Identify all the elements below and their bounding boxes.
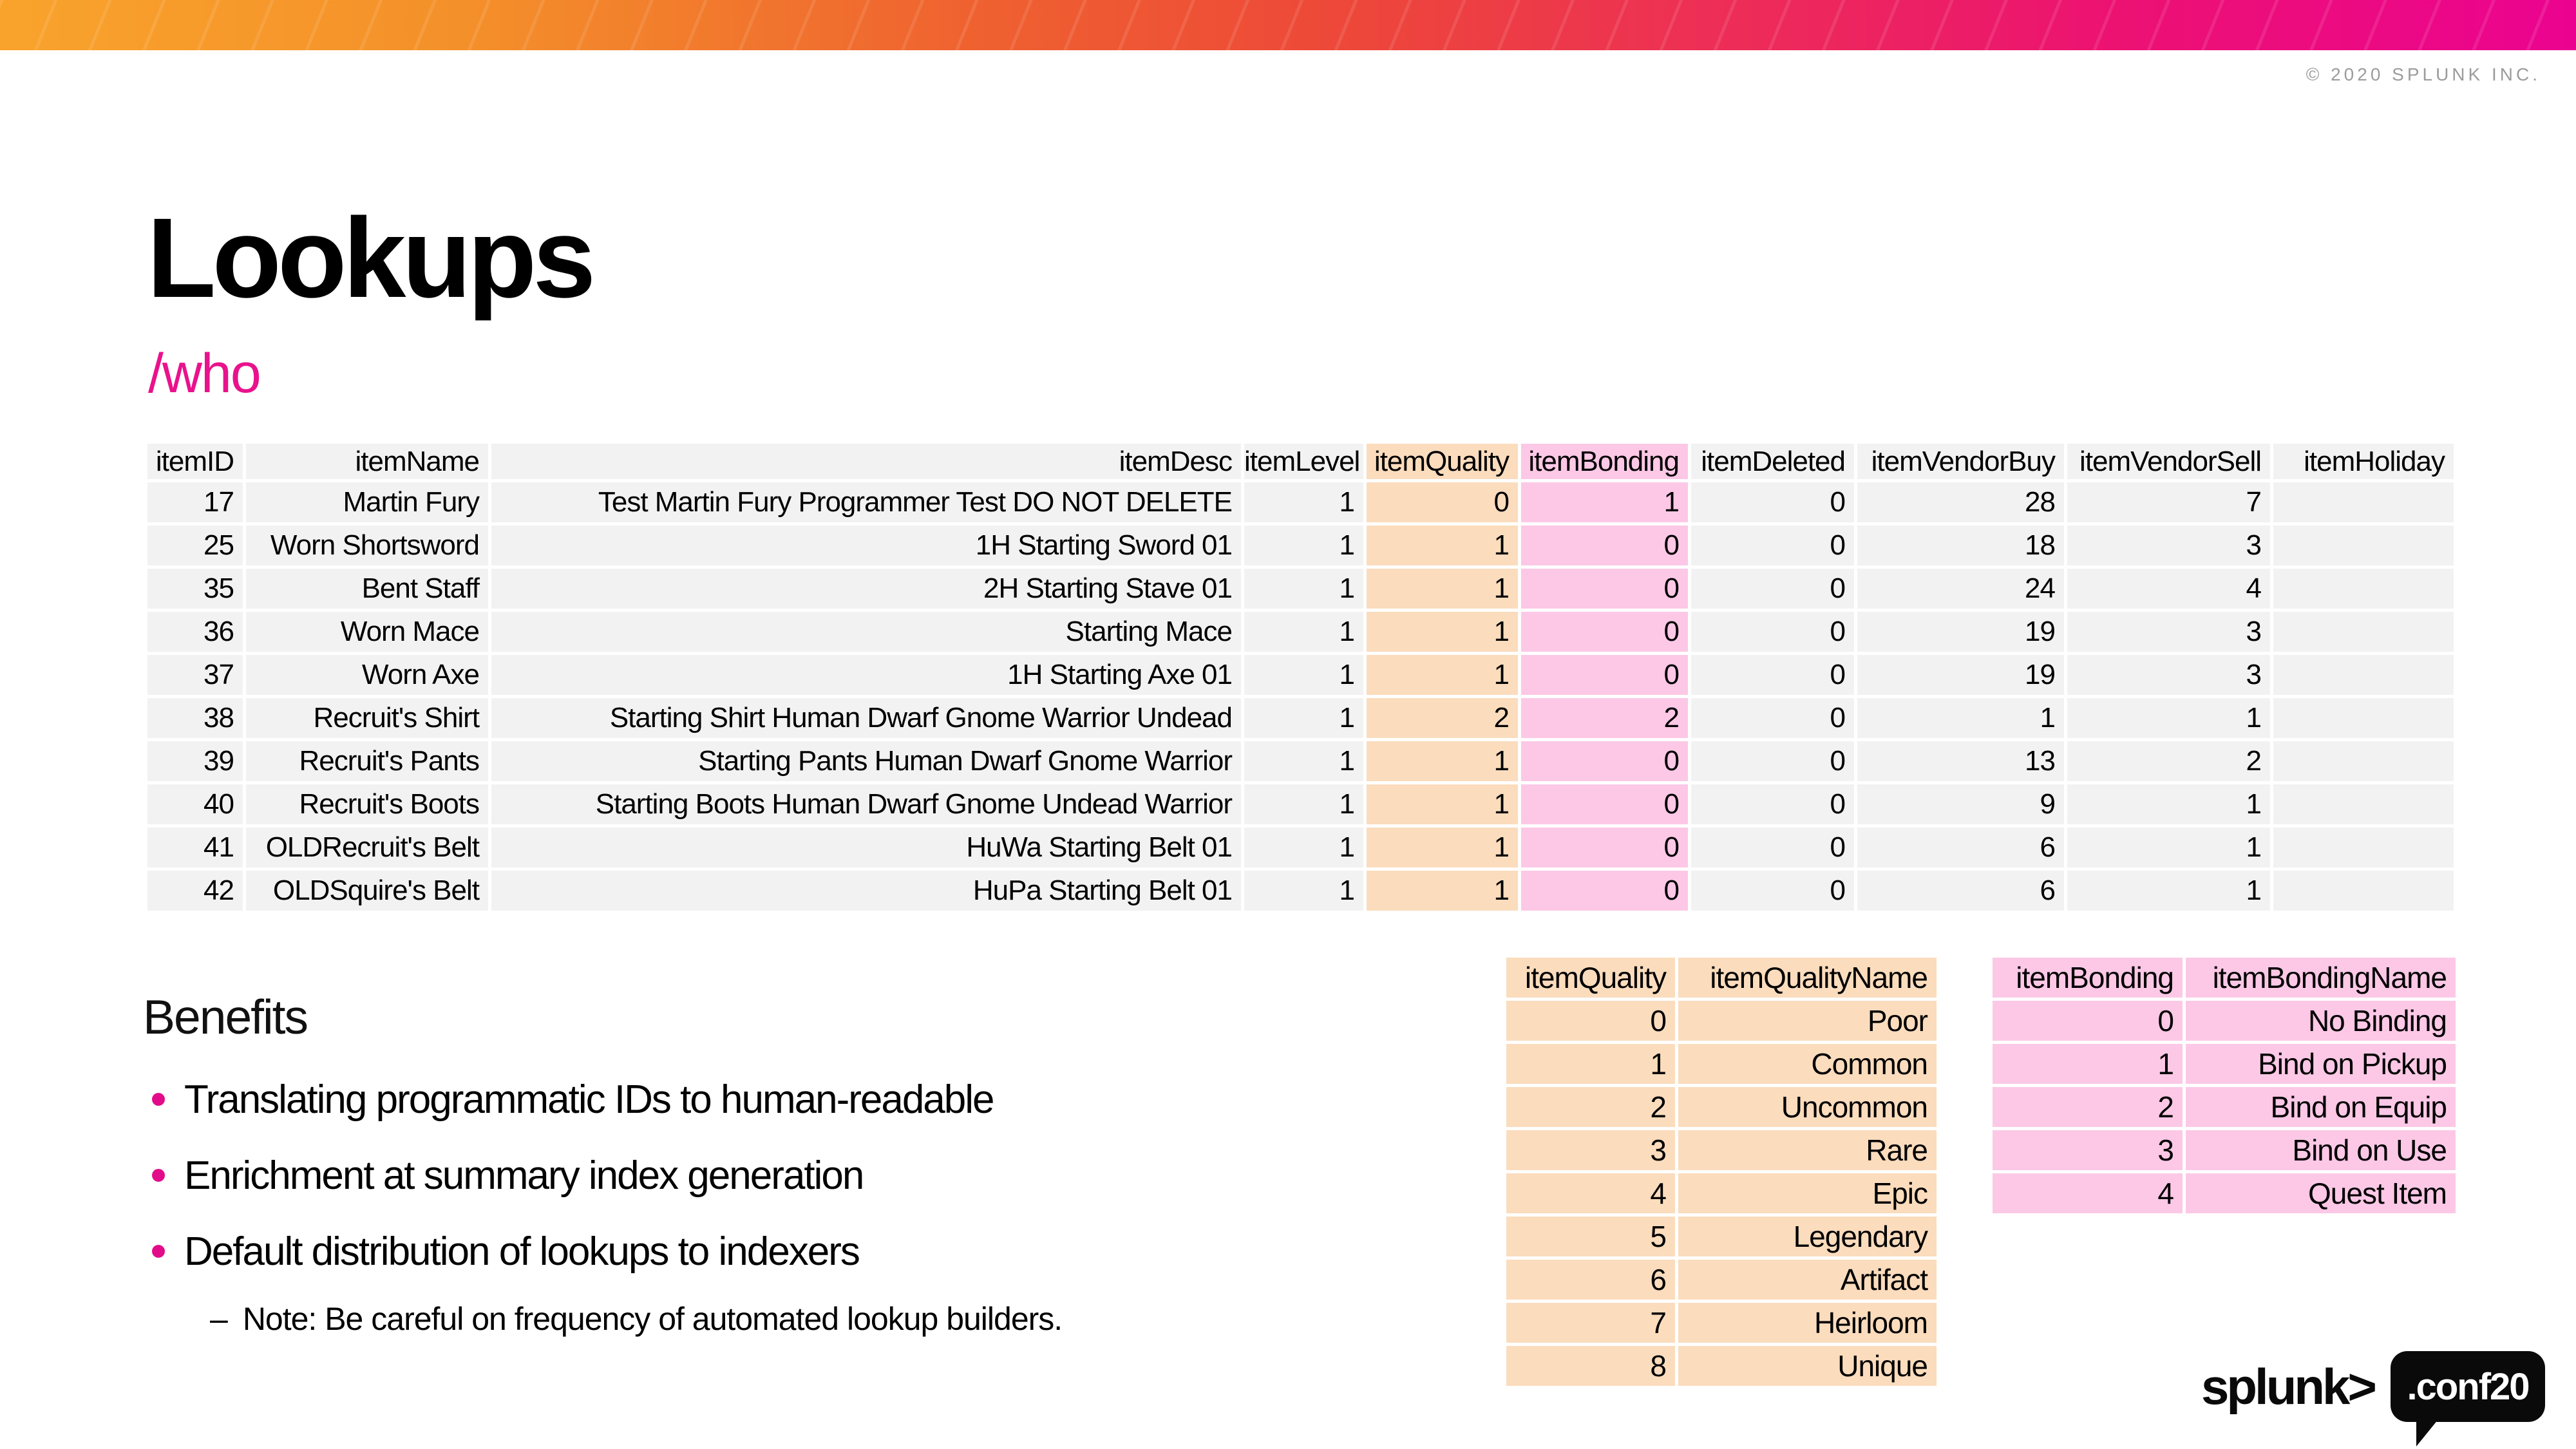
cell-itemBondingName: No Binding <box>2186 1001 2456 1041</box>
table-row <box>147 612 2454 652</box>
cell-itemBonding: 0 <box>1521 526 1688 565</box>
cell-itemBonding: 4 <box>1993 1173 2183 1213</box>
table-row <box>147 741 2454 781</box>
cell-itemVendorBuy: 24 <box>1857 569 2064 609</box>
items-table <box>144 440 2457 914</box>
note-dash: – <box>210 1301 227 1337</box>
cell-itemVendorBuy: 19 <box>1857 612 2064 652</box>
bullet-item <box>143 1153 1463 1198</box>
table-row <box>1506 1346 1937 1386</box>
table-row <box>147 655 2454 695</box>
cell-itemDesc: 2H Starting Stave 01 <box>491 569 1241 609</box>
cell-itemDeleted: 0 <box>1691 698 1854 738</box>
cell-itemDesc: Test Martin Fury Programmer Test DO NOT DELETE <box>491 482 1241 522</box>
cell-itemID: 36 <box>147 612 243 652</box>
col-header-itemHoliday: itemHoliday <box>2273 444 2454 479</box>
cell-itemVendorSell: 3 <box>2067 655 2270 695</box>
cell-itemVendorSell: 7 <box>2067 482 2270 522</box>
col-header-itemBonding: itemBonding <box>1521 444 1688 479</box>
bullet-item <box>143 1077 1463 1122</box>
col-header-itemQualityName: itemQualityName <box>1678 958 1937 998</box>
cell-itemID: 40 <box>147 784 243 824</box>
table-row <box>1506 1087 1937 1127</box>
cell-itemName: Worn Mace <box>246 612 488 652</box>
header-row <box>1506 958 1937 998</box>
cell-itemQuality: 6 <box>1506 1260 1675 1300</box>
cell-itemBonding: 0 <box>1521 655 1688 695</box>
cell-itemBondingName: Quest Item <box>2186 1173 2456 1213</box>
table-row <box>1506 1130 1937 1170</box>
table-row <box>147 569 2454 609</box>
table-row <box>1506 1260 1937 1300</box>
cell-itemVendorSell: 4 <box>2067 569 2270 609</box>
cell-itemQuality: 1 <box>1367 828 1518 867</box>
conf20-badge-tail-icon <box>2416 1419 2438 1446</box>
cell-itemHoliday <box>2273 526 2454 565</box>
bullet-dot-icon <box>152 1169 165 1182</box>
col-header-itemBonding: itemBonding <box>1993 958 2183 998</box>
cell-itemQuality: 2 <box>1506 1087 1675 1127</box>
cell-itemBondingName: Bind on Pickup <box>2186 1044 2456 1084</box>
table-row <box>147 784 2454 824</box>
cell-itemName: OLDRecruit's Belt <box>246 828 488 867</box>
note-text: Note: Be careful on frequency of automated lookup builders. <box>242 1301 1063 1337</box>
splunk-logo: splunk> <box>2201 1358 2374 1415</box>
cell-itemQuality: 0 <box>1367 482 1518 522</box>
cell-itemDeleted: 0 <box>1691 569 1854 609</box>
cell-itemName: Worn Axe <box>246 655 488 695</box>
cell-itemID: 17 <box>147 482 243 522</box>
cell-itemQualityName: Uncommon <box>1678 1087 1937 1127</box>
cell-itemBondingName: Bind on Equip <box>2186 1087 2456 1127</box>
col-header-itemBondingName: itemBondingName <box>2186 958 2456 998</box>
cell-itemVendorBuy: 6 <box>1857 828 2064 867</box>
cell-itemVendorBuy: 28 <box>1857 482 2064 522</box>
cell-itemHoliday <box>2273 655 2454 695</box>
cell-itemVendorBuy: 9 <box>1857 784 2064 824</box>
table-row <box>147 698 2454 738</box>
cell-itemBonding: 0 <box>1521 784 1688 824</box>
col-header-itemQuality: itemQuality <box>1506 958 1675 998</box>
cell-itemQualityName: Legendary <box>1678 1217 1937 1256</box>
cell-itemQuality: 4 <box>1506 1173 1675 1213</box>
cell-itemBonding: 0 <box>1993 1001 2183 1041</box>
cell-itemName: Recruit's Pants <box>246 741 488 781</box>
cell-itemQualityName: Rare <box>1678 1130 1937 1170</box>
cell-itemDeleted: 0 <box>1691 526 1854 565</box>
cell-itemQuality: 3 <box>1506 1130 1675 1170</box>
cell-itemQuality: 1 <box>1367 784 1518 824</box>
cell-itemQualityName: Heirloom <box>1678 1303 1937 1343</box>
cell-itemHoliday <box>2273 784 2454 824</box>
table-row <box>1506 1173 1937 1213</box>
benefits-note <box>143 1303 1463 1335</box>
cell-itemID: 35 <box>147 569 243 609</box>
cell-itemQuality: 1 <box>1367 655 1518 695</box>
table-row <box>1506 1044 1937 1084</box>
cell-itemDesc: 1H Starting Sword 01 <box>491 526 1241 565</box>
cell-itemDesc: Starting Shirt Human Dwarf Gnome Warrior Undead <box>491 698 1241 738</box>
cell-itemLevel: 1 <box>1244 698 1363 738</box>
cell-itemID: 38 <box>147 698 243 738</box>
bullet-text: Translating programmatic IDs to human-readable <box>184 1077 994 1122</box>
cell-itemHoliday <box>2273 569 2454 609</box>
cell-itemQualityName: Common <box>1678 1044 1937 1084</box>
cell-itemName: Recruit's Shirt <box>246 698 488 738</box>
cell-itemID: 41 <box>147 828 243 867</box>
table-row <box>1993 1001 2456 1041</box>
cell-itemName: Recruit's Boots <box>246 784 488 824</box>
cell-itemVendorSell: 1 <box>2067 871 2270 911</box>
cell-itemQuality: 1 <box>1367 741 1518 781</box>
header-row <box>1993 958 2456 998</box>
cell-itemDesc: HuPa Starting Belt 01 <box>491 871 1241 911</box>
col-header-itemQuality: itemQuality <box>1367 444 1518 479</box>
cell-itemLevel: 1 <box>1244 569 1363 609</box>
cell-itemName: Martin Fury <box>246 482 488 522</box>
cell-itemDesc: HuWa Starting Belt 01 <box>491 828 1241 867</box>
cell-itemID: 42 <box>147 871 243 911</box>
table-row <box>1506 1217 1937 1256</box>
cell-itemDeleted: 0 <box>1691 784 1854 824</box>
cell-itemBonding: 1 <box>1993 1044 2183 1084</box>
cell-itemLevel: 1 <box>1244 871 1363 911</box>
cell-itemName: Worn Shortsword <box>246 526 488 565</box>
cell-itemVendorSell: 1 <box>2067 784 2270 824</box>
cell-itemVendorBuy: 19 <box>1857 655 2064 695</box>
header-row <box>147 444 2454 479</box>
cell-itemDeleted: 0 <box>1691 482 1854 522</box>
cell-itemQuality: 8 <box>1506 1346 1675 1386</box>
cell-itemVendorSell: 2 <box>2067 741 2270 781</box>
cell-itemBonding: 0 <box>1521 569 1688 609</box>
cell-itemBonding: 0 <box>1521 741 1688 781</box>
cell-itemName: OLDSquire's Belt <box>246 871 488 911</box>
col-header-itemName: itemName <box>246 444 488 479</box>
page-title: Lookups <box>147 195 592 321</box>
cell-itemVendorBuy: 6 <box>1857 871 2064 911</box>
bullet-dot-icon <box>152 1093 165 1106</box>
cell-itemVendorBuy: 1 <box>1857 698 2064 738</box>
cell-itemHoliday <box>2273 612 2454 652</box>
benefits-section <box>143 989 1463 1335</box>
cell-itemBonding: 2 <box>1521 698 1688 738</box>
cell-itemVendorSell: 1 <box>2067 698 2270 738</box>
table-row <box>147 871 2454 911</box>
page-subtitle: /who <box>148 343 260 404</box>
bullet-text: Enrichment at summary index generation <box>184 1153 864 1198</box>
table-row <box>1506 1001 1937 1041</box>
cell-itemDeleted: 0 <box>1691 612 1854 652</box>
cell-itemQualityName: Unique <box>1678 1346 1937 1386</box>
cell-itemLevel: 1 <box>1244 612 1363 652</box>
copyright-text: © 2020 SPLUNK INC. <box>2306 64 2541 84</box>
item-bonding-lookup-table <box>1989 954 2459 1217</box>
cell-itemVendorSell: 1 <box>2067 828 2270 867</box>
benefits-list <box>143 1077 1463 1274</box>
cell-itemDeleted: 0 <box>1691 655 1854 695</box>
cell-itemBonding: 0 <box>1521 828 1688 867</box>
cell-itemQuality: 0 <box>1506 1001 1675 1041</box>
cell-itemBonding: 0 <box>1521 871 1688 911</box>
cell-itemBonding: 1 <box>1521 482 1688 522</box>
cell-itemDesc: Starting Boots Human Dwarf Gnome Undead Warrior <box>491 784 1241 824</box>
cell-itemLevel: 1 <box>1244 655 1363 695</box>
col-header-itemLevel: itemLevel <box>1244 444 1363 479</box>
cell-itemBonding: 2 <box>1993 1087 2183 1127</box>
cell-itemLevel: 1 <box>1244 526 1363 565</box>
cell-itemLevel: 1 <box>1244 828 1363 867</box>
cell-itemQuality: 5 <box>1506 1217 1675 1256</box>
item-quality-lookup-table <box>1503 954 1940 1389</box>
cell-itemDesc: Starting Mace <box>491 612 1241 652</box>
cell-itemQuality: 1 <box>1367 612 1518 652</box>
conf20-badge-label: .conf20 <box>2407 1365 2529 1408</box>
cell-itemHoliday <box>2273 741 2454 781</box>
cell-itemBonding: 0 <box>1521 612 1688 652</box>
conf20-badge <box>2391 1351 2545 1422</box>
cell-itemHoliday <box>2273 871 2454 911</box>
col-header-itemDeleted: itemDeleted <box>1691 444 1854 479</box>
table-row <box>147 526 2454 565</box>
col-header-itemDesc: itemDesc <box>491 444 1241 479</box>
cell-itemDesc: 1H Starting Axe 01 <box>491 655 1241 695</box>
top-gradient-bar <box>0 0 2576 50</box>
cell-itemDeleted: 0 <box>1691 741 1854 781</box>
col-header-itemVendorSell: itemVendorSell <box>2067 444 2270 479</box>
cell-itemDeleted: 0 <box>1691 871 1854 911</box>
cell-itemDeleted: 0 <box>1691 828 1854 867</box>
cell-itemQuality: 1 <box>1367 871 1518 911</box>
cell-itemVendorBuy: 13 <box>1857 741 2064 781</box>
cell-itemID: 25 <box>147 526 243 565</box>
cell-itemQuality: 1 <box>1367 526 1518 565</box>
table-row <box>1993 1173 2456 1213</box>
cell-itemHoliday <box>2273 828 2454 867</box>
col-header-itemID: itemID <box>147 444 243 479</box>
cell-itemName: Bent Staff <box>246 569 488 609</box>
cell-itemVendorBuy: 18 <box>1857 526 2064 565</box>
cell-itemHoliday <box>2273 698 2454 738</box>
bullet-dot-icon <box>152 1245 165 1258</box>
table-row <box>147 828 2454 867</box>
cell-itemLevel: 1 <box>1244 784 1363 824</box>
cell-itemQuality: 2 <box>1367 698 1518 738</box>
cell-itemBondingName: Bind on Use <box>2186 1130 2456 1170</box>
cell-itemID: 37 <box>147 655 243 695</box>
cell-itemQuality: 1 <box>1506 1044 1675 1084</box>
cell-itemQuality: 1 <box>1367 569 1518 609</box>
cell-itemVendorSell: 3 <box>2067 612 2270 652</box>
bullet-text: Default distribution of lookups to indexers <box>184 1229 859 1274</box>
cell-itemLevel: 1 <box>1244 741 1363 781</box>
table-row <box>1993 1087 2456 1127</box>
cell-itemQualityName: Epic <box>1678 1173 1937 1213</box>
table-row <box>1993 1130 2456 1170</box>
cell-itemDesc: Starting Pants Human Dwarf Gnome Warrior <box>491 741 1241 781</box>
cell-itemQualityName: Artifact <box>1678 1260 1937 1300</box>
cell-itemLevel: 1 <box>1244 482 1363 522</box>
benefits-heading: Benefits <box>143 990 307 1044</box>
col-header-itemVendorBuy: itemVendorBuy <box>1857 444 2064 479</box>
cell-itemQualityName: Poor <box>1678 1001 1937 1041</box>
bullet-item <box>143 1229 1463 1274</box>
cell-itemBonding: 3 <box>1993 1130 2183 1170</box>
cell-itemVendorSell: 3 <box>2067 526 2270 565</box>
cell-itemHoliday <box>2273 482 2454 522</box>
table-row <box>1993 1044 2456 1084</box>
table-row <box>147 482 2454 522</box>
cell-itemQuality: 7 <box>1506 1303 1675 1343</box>
cell-itemID: 39 <box>147 741 243 781</box>
table-row <box>1506 1303 1937 1343</box>
